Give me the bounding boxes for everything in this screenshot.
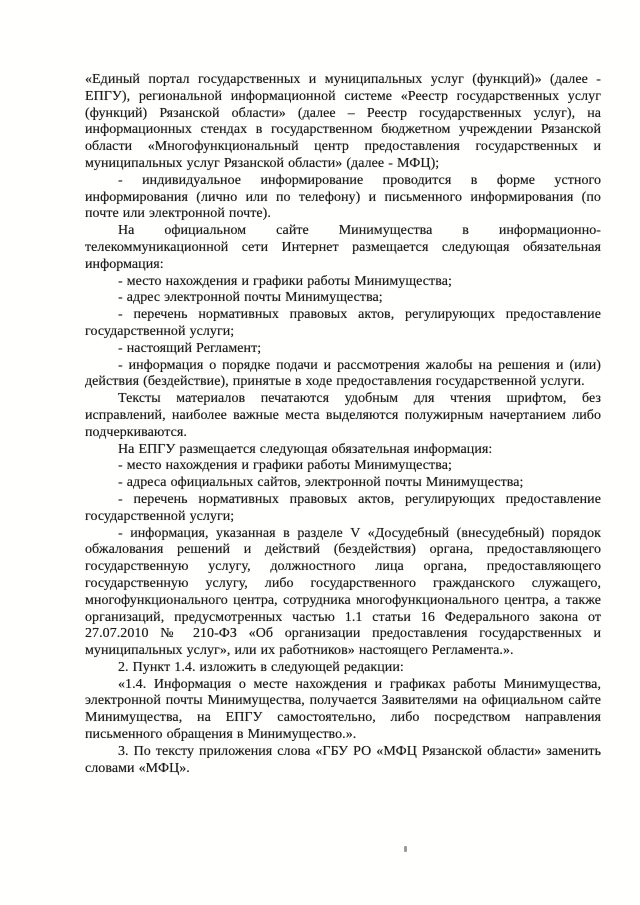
document-text bbox=[85, 72, 601, 777]
list-item-paragraph: - настоящий Регламент; bbox=[118, 340, 262, 356]
paragraph: «1.4. Информация о месте нахождения и графиках работы Минимущества, электронной почты Минимущества, получается Заявителями на официальном сайте Минимущества, на ЕПГУ самостоятельно, либо посредством направления письменного обращения в Минимущество.». bbox=[85, 676, 601, 743]
list-item-paragraph: - место нахождения и графики работы Минимущества; bbox=[118, 458, 452, 474]
list-item-paragraph: - адреса официальных сайтов, электронной почты Минимущества; bbox=[118, 475, 524, 491]
paragraph: На ЕПГУ размещается следующая обязательная информация: bbox=[118, 441, 493, 457]
list-item-paragraph: - перечень нормативных правовых актов, регулирующих предоставление государственной услуги; bbox=[85, 307, 601, 339]
numbered-item-paragraph: 3. По тексту приложения слова «ГБУ РО «МФЦ Рязанской области» заменить словами «МФЦ». bbox=[85, 743, 601, 776]
list-item-paragraph: - место нахождения и графики работы Минимущества; bbox=[118, 273, 452, 289]
scan-speck-artifact bbox=[404, 846, 407, 852]
list-item-paragraph: - адрес электронной почты Минимущества; bbox=[118, 290, 383, 306]
list-item-paragraph: - информация о порядке подачи и рассмотрения жалобы на решения и (или) действия (бездействие), принятые в ходе предоставления государственной услуги. bbox=[85, 357, 601, 390]
paragraph: На официальном сайте Минимущества в информационно-телекоммуникационной сети Интернет размещается следующая обязательная информация: bbox=[85, 223, 601, 272]
numbered-item-paragraph: 2. Пункт 1.4. изложить в следующей редакции: bbox=[118, 659, 404, 675]
paragraph: Тексты материалов печатаются удобным для чтения шрифтом, без исправлений, наиболее важные места выделяются полужирным начертанием либо подчеркиваются. bbox=[85, 391, 601, 440]
list-item-paragraph: - информация, указанная в разделе V «Досудебный (внесудебный) порядок обжалования решений и действий (бездействия) органа, предоставляющего государственную услугу, должностного лица органа, предоставляющего государственную услугу, либо государственного гражданского служащего, многофункционального центра, сотрудника многофункционального центра, а также организаций, предусмотренных частью 1.1 статьи 16 Федерального закона от 27.07.2010 № 210-ФЗ «Об организации предоставления государственных и муниципальных услуг», или их работников» настоящего Регламента.». bbox=[85, 525, 601, 659]
list-item-paragraph: - перечень нормативных правовых актов, регулирующих предоставление государственной услуги; bbox=[85, 491, 601, 524]
paragraph: «Единый портал государственных и муниципальных услуг (функций)» (далее - ЕПГУ), региональной информационной системе «Реестр государственных услуг (функций) Рязанской области» (далее – Реестр государственных услуг), на информационных стендах в государственном бюджетном учреждении Рязанской области «Многофункциональный центр предоставления государственных и муниципальных услуг Рязанской области» (далее - МФЦ); bbox=[85, 72, 601, 171]
paragraph: - индивидуальное информирование проводится в форме устного информирования (лично или по телефону) и письменного информирования (по почте или электронной почте). bbox=[85, 172, 601, 222]
